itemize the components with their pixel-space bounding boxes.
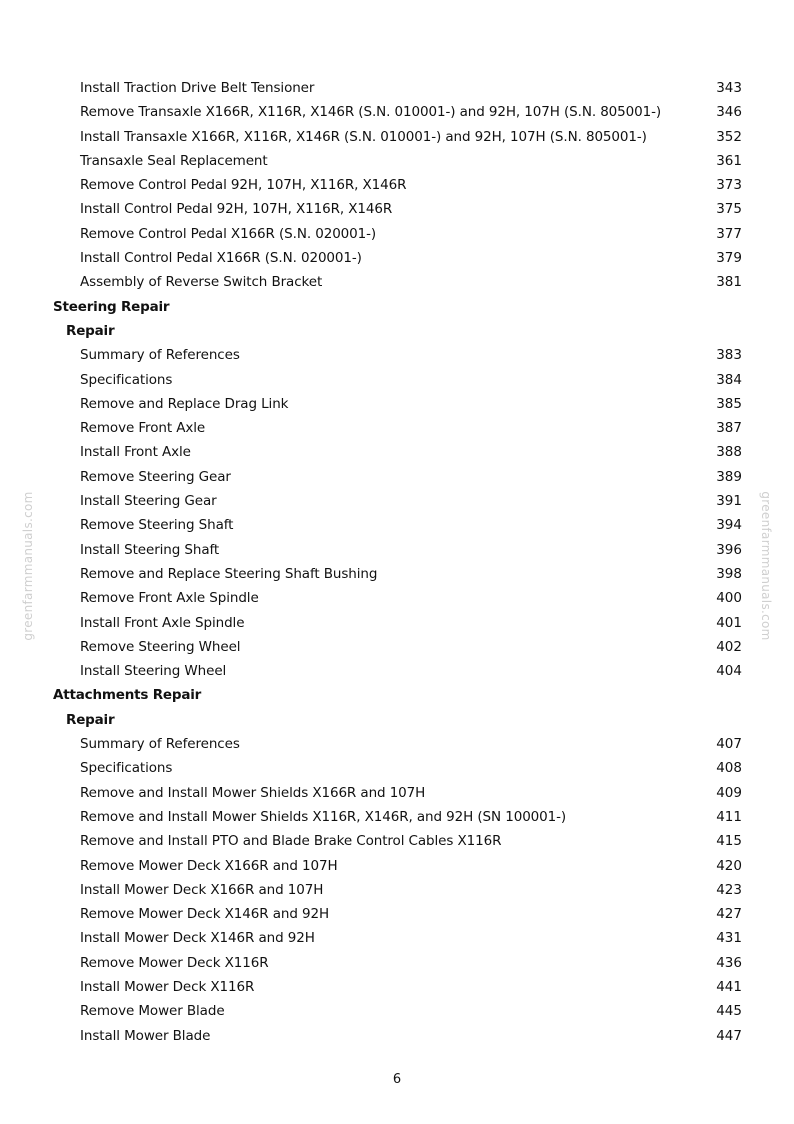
toc-entry-page: 423: [716, 881, 742, 898]
toc-entry-title: Install Front Axle Spindle: [80, 614, 245, 631]
toc-entry-title: Install Control Pedal X166R (S.N. 020001-): [80, 250, 362, 267]
toc-entry-page: 445: [716, 1003, 742, 1020]
toc-entry-title: Install Steering Wheel: [80, 663, 227, 680]
toc-entry-title: Summary of References: [80, 347, 240, 364]
toc-entry-page: 343: [716, 80, 742, 96]
toc-entry-title: Repair: [66, 711, 115, 728]
toc-entry[interactable]: [0, 659, 794, 683]
toc-entry-page: 436: [716, 954, 742, 971]
toc-entry[interactable]: [0, 854, 794, 878]
toc-entry-page: 377: [716, 225, 742, 242]
toc-subsection-heading: [0, 319, 794, 343]
toc-entry[interactable]: [0, 829, 794, 853]
toc-entry-title: Remove and Install Mower Shields X166R and 107H: [80, 784, 426, 801]
toc-entry-page: 388: [716, 444, 742, 461]
toc-entry-page: 400: [716, 590, 742, 607]
toc-entry-page: 375: [716, 201, 742, 218]
toc-entry[interactable]: [0, 125, 794, 149]
toc-entry-page: 408: [716, 760, 742, 777]
toc-entry-title: Remove and Install PTO and Blade Brake Control Cables X116R: [80, 833, 502, 850]
toc-section-heading: [0, 295, 794, 319]
toc-entry[interactable]: [0, 781, 794, 805]
toc-entry[interactable]: [0, 465, 794, 489]
toc-entry-title: Remove and Install Mower Shields X116R, X146R, and 92H (SN 100001-): [80, 808, 567, 825]
toc-entry-title: Remove Mower Deck X166R and 107H: [80, 857, 338, 874]
toc-entry[interactable]: [0, 878, 794, 902]
toc-entry-title: Specifications: [80, 760, 173, 777]
page-number: 6: [392, 1072, 402, 1087]
toc-entry[interactable]: [0, 440, 794, 464]
toc-entry-page: 447: [716, 1027, 742, 1044]
toc-entry-title: Install Control Pedal 92H, 107H, X116R, X146R: [80, 201, 393, 218]
toc-entry-page: 381: [716, 274, 742, 291]
toc-entry-title: Transaxle Seal Replacement: [80, 152, 268, 169]
toc-entry-title: Remove Transaxle X166R, X116R, X146R (S.N. 010001-) and 92H, 107H (S.N. 805001-): [80, 104, 662, 121]
toc-entry-page: 407: [716, 736, 742, 753]
toc-entry-page: 404: [716, 663, 742, 680]
toc-entry[interactable]: [0, 197, 794, 221]
toc-entry-title: Summary of References: [80, 736, 240, 753]
toc-entry-title: Install Transaxle X166R, X116R, X146R (S.N. 010001-) and 92H, 107H (S.N. 805001-): [80, 128, 647, 145]
toc-entry-page: 398: [716, 565, 742, 582]
toc-entry-title: Remove Control Pedal X166R (S.N. 020001-): [80, 225, 377, 242]
toc-entry-title: Assembly of Reverse Switch Bracket: [80, 274, 323, 291]
toc-section-heading: [0, 683, 794, 707]
toc-entry-title: Remove Control Pedal 92H, 107H, X116R, X146R: [80, 177, 407, 194]
toc-entry[interactable]: [0, 368, 794, 392]
toc-entry-page: 387: [716, 420, 742, 437]
toc-entry-page: 420: [716, 857, 742, 874]
toc-entry[interactable]: [0, 173, 794, 197]
toc-entry-page: 391: [716, 493, 742, 510]
toc-entry-page: 352: [716, 128, 742, 145]
toc-entry-page: 379: [716, 250, 742, 267]
toc-entry-page: 415: [716, 833, 742, 850]
table-of-contents: [0, 76, 794, 1048]
toc-entry-page: 361: [716, 152, 742, 169]
toc-entry[interactable]: [0, 489, 794, 513]
toc-entry[interactable]: [0, 76, 794, 100]
toc-entry-title: Remove Steering Shaft: [80, 517, 234, 534]
toc-entry-page: 384: [716, 371, 742, 388]
toc-entry-page: 394: [716, 517, 742, 534]
toc-entry[interactable]: [0, 951, 794, 975]
toc-entry[interactable]: [0, 975, 794, 999]
toc-entry-page: 396: [716, 541, 742, 558]
toc-entry-title: Remove and Replace Steering Shaft Bushing: [80, 565, 378, 582]
toc-entry-title: Remove Mower Deck X146R and 92H: [80, 906, 330, 923]
toc-entry[interactable]: [0, 732, 794, 756]
toc-entry-title: Attachments Repair: [53, 687, 202, 704]
toc-entry-page: 402: [716, 638, 742, 655]
toc-entry-title: Install Traction Drive Belt Tensioner: [80, 80, 315, 96]
toc-entry[interactable]: [0, 343, 794, 367]
toc-entry-title: Remove and Replace Drag Link: [80, 395, 289, 412]
toc-entry[interactable]: [0, 926, 794, 950]
toc-entry-page: 385: [716, 395, 742, 412]
toc-entry-page: 409: [716, 784, 742, 801]
watermark-right: greenfarmmanuals.com: [759, 491, 773, 641]
toc-entry-page: 346: [716, 104, 742, 121]
toc-entry[interactable]: [0, 635, 794, 659]
toc-entry-title: Specifications: [80, 371, 173, 388]
toc-entry-title: Install Mower Deck X116R: [80, 978, 255, 995]
toc-entry[interactable]: [0, 902, 794, 926]
toc-entry[interactable]: [0, 999, 794, 1023]
toc-entry-title: Install Steering Shaft: [80, 541, 220, 558]
toc-entry-title: Install Mower Blade: [80, 1027, 211, 1044]
toc-entry[interactable]: [0, 270, 794, 294]
toc-entry-page: 373: [716, 177, 742, 194]
toc-entry-title: Install Steering Gear: [80, 493, 217, 510]
toc-entry[interactable]: [0, 1024, 794, 1048]
toc-entry-page: 427: [716, 906, 742, 923]
toc-entry-title: Remove Steering Wheel: [80, 638, 241, 655]
toc-entry[interactable]: [0, 149, 794, 173]
toc-entry-title: Install Mower Deck X146R and 92H: [80, 930, 315, 947]
watermark-left: greenfarmmanuals.com: [21, 491, 35, 641]
toc-entry[interactable]: [0, 513, 794, 537]
toc-entry-title: Remove Steering Gear: [80, 468, 231, 485]
toc-subsection-heading: [0, 708, 794, 732]
toc-entry-title: Remove Mower Blade: [80, 1003, 225, 1020]
toc-entry-page: 389: [716, 468, 742, 485]
toc-entry[interactable]: [0, 538, 794, 562]
toc-entry-title: Repair: [66, 322, 115, 339]
toc-entry[interactable]: [0, 392, 794, 416]
toc-entry-title: Remove Front Axle: [80, 420, 206, 437]
toc-entry[interactable]: [0, 611, 794, 635]
toc-entry[interactable]: [0, 756, 794, 780]
toc-entry[interactable]: [0, 222, 794, 246]
toc-entry-title: Install Mower Deck X166R and 107H: [80, 881, 324, 898]
toc-entry-page: 383: [716, 347, 742, 364]
toc-entry[interactable]: [0, 416, 794, 440]
toc-entry-page: 401: [716, 614, 742, 631]
toc-entry-title: Remove Front Axle Spindle: [80, 590, 259, 607]
toc-entry-title: Install Front Axle: [80, 444, 191, 461]
toc-entry[interactable]: [0, 586, 794, 610]
toc-entry[interactable]: [0, 100, 794, 124]
toc-entry[interactable]: [0, 562, 794, 586]
toc-entry-page: 431: [716, 930, 742, 947]
toc-entry[interactable]: [0, 246, 794, 270]
toc-entry-title: Remove Mower Deck X116R: [80, 954, 269, 971]
toc-entry-page: 411: [716, 808, 742, 825]
toc-entry[interactable]: [0, 805, 794, 829]
toc-entry-page: 441: [716, 978, 742, 995]
toc-entry-title: Steering Repair: [53, 298, 170, 315]
